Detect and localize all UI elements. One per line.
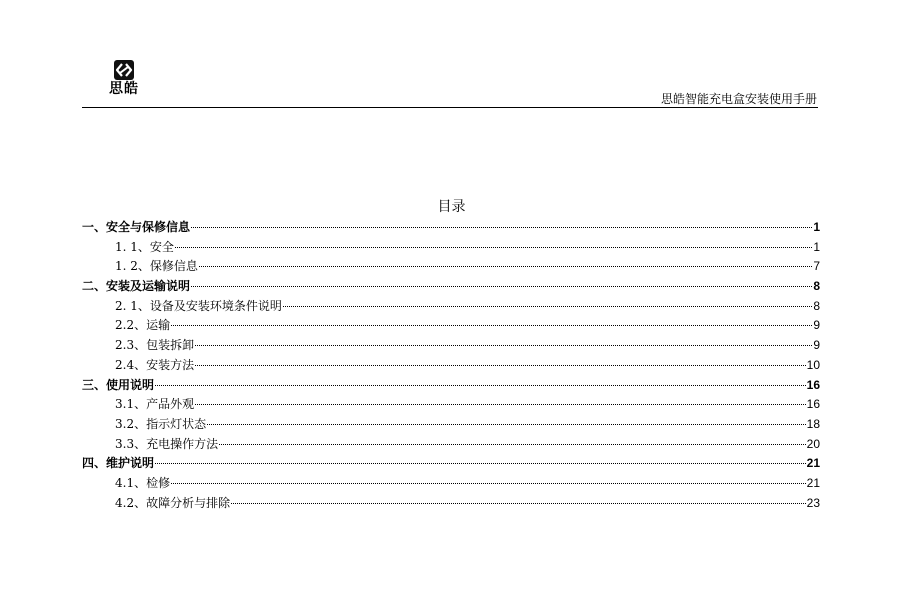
toc-section-entry[interactable] bbox=[82, 376, 820, 396]
toc-page-number: 20 bbox=[806, 436, 820, 451]
toc-entry-label: 3.3、充电操作方法 bbox=[115, 436, 219, 451]
toc-page-number: 8 bbox=[813, 279, 820, 294]
toc-section-entry[interactable] bbox=[82, 277, 820, 297]
toc-subsection-entry[interactable] bbox=[82, 336, 820, 356]
toc-dot-leader bbox=[191, 286, 812, 287]
toc-entry-label: 4.1、检修 bbox=[115, 475, 171, 490]
toc-dot-leader bbox=[195, 365, 806, 366]
toc-dot-leader bbox=[175, 247, 812, 248]
toc-entry-label: 2.4、安装方法 bbox=[115, 357, 195, 372]
toc-subsection-entry[interactable] bbox=[82, 356, 820, 376]
toc-dot-leader bbox=[155, 385, 806, 386]
toc-entry-label: 四、维护说明 bbox=[82, 456, 155, 471]
toc-dot-leader bbox=[231, 503, 806, 504]
toc-dot-leader bbox=[155, 463, 806, 464]
toc-subsection-entry[interactable] bbox=[82, 494, 820, 514]
toc-page-number: 16 bbox=[806, 377, 820, 392]
toc-subsection-entry[interactable] bbox=[82, 474, 820, 494]
toc-entry-label: 一、安全与保修信息 bbox=[82, 220, 191, 234]
toc-entry-label: 2.2、运输 bbox=[115, 318, 171, 333]
brand-logo bbox=[106, 60, 142, 97]
toc-subsection-entry[interactable] bbox=[82, 297, 820, 317]
brand-logo-text: 思皓 bbox=[109, 81, 139, 97]
toc-subsection-entry[interactable] bbox=[82, 415, 820, 435]
toc-dot-leader bbox=[191, 227, 812, 228]
toc-page-number: 21 bbox=[806, 475, 820, 490]
document-title: 思皓智能充电盒安装使用手册 bbox=[660, 92, 817, 106]
toc-page-number: 16 bbox=[806, 397, 820, 412]
toc-dot-leader bbox=[219, 444, 806, 445]
toc-dot-leader bbox=[195, 345, 812, 346]
toc-dot-leader bbox=[283, 306, 812, 307]
toc-dot-leader bbox=[171, 325, 812, 326]
toc-section-entry[interactable] bbox=[82, 454, 820, 474]
toc-dot-leader bbox=[207, 424, 806, 425]
toc-entry-label: 二、安装及运输说明 bbox=[82, 279, 191, 294]
toc-page-number: 1 bbox=[813, 239, 820, 254]
toc-entry-label: 4.2、故障分析与排除 bbox=[115, 495, 231, 510]
toc-subsection-entry[interactable] bbox=[82, 238, 820, 258]
toc-entry-label: 2. 1、设备及安装环境条件说明 bbox=[115, 298, 282, 313]
toc-subsection-entry[interactable] bbox=[82, 316, 820, 336]
toc-dot-leader bbox=[199, 266, 812, 267]
toc-subsection-entry[interactable] bbox=[82, 395, 820, 415]
toc-entry-label: 1. 2、保修信息 bbox=[115, 259, 198, 274]
toc-page-number: 23 bbox=[806, 495, 820, 510]
toc-entry-label: 三、使用说明 bbox=[82, 377, 155, 392]
toc-page-number: 1 bbox=[813, 220, 820, 234]
toc-page-number: 9 bbox=[813, 318, 820, 333]
toc-page-number: 8 bbox=[813, 298, 820, 313]
toc-entry-label: 3.1、产品外观 bbox=[115, 397, 195, 412]
toc-subsection-entry[interactable] bbox=[82, 257, 820, 277]
toc-page-number: 9 bbox=[813, 338, 820, 353]
toc-page-number: 21 bbox=[806, 456, 820, 471]
toc-heading: 目录 bbox=[437, 199, 466, 215]
toc-entry-label: 3.2、指示灯状态 bbox=[115, 416, 207, 431]
table-of-contents bbox=[82, 218, 820, 513]
brand-logo-icon bbox=[113, 60, 135, 80]
toc-subsection-entry[interactable] bbox=[82, 435, 820, 455]
toc-page-number: 7 bbox=[813, 259, 820, 274]
toc-page-number: 10 bbox=[806, 357, 820, 372]
toc-entry-label: 2.3、包装拆卸 bbox=[115, 338, 195, 353]
toc-section-entry[interactable] bbox=[82, 218, 820, 238]
header-divider bbox=[82, 107, 818, 108]
toc-page-number: 18 bbox=[806, 416, 820, 431]
toc-dot-leader bbox=[171, 483, 806, 484]
toc-dot-leader bbox=[195, 404, 806, 405]
toc-entry-label: 1. 1、安全 bbox=[115, 239, 174, 254]
